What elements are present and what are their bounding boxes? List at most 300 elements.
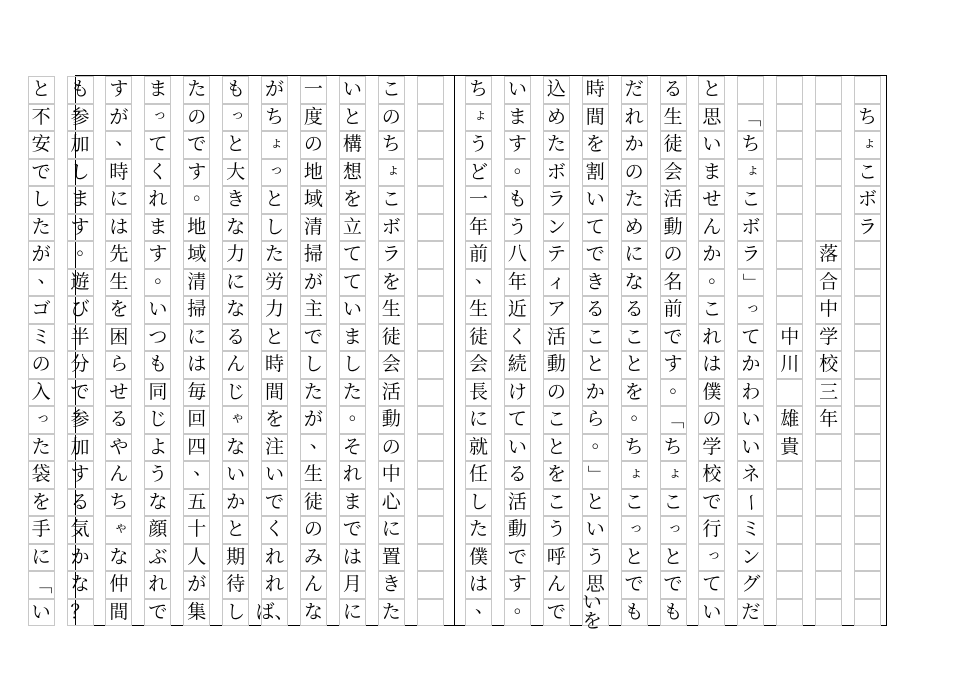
manuscript-char: ま (702, 160, 722, 183)
manuscript-column (300, 76, 327, 625)
grid-cell (660, 406, 687, 434)
grid-cell (144, 186, 171, 214)
grid-cell (300, 429, 329, 462)
grid-cell (183, 571, 210, 599)
grid-cell (67, 544, 94, 572)
grid-cell (737, 461, 764, 489)
grid-cell (183, 296, 210, 324)
manuscript-char: た (546, 133, 566, 156)
grid-cell (854, 599, 881, 627)
manuscript-char: と (624, 545, 644, 568)
grid-cell (105, 489, 132, 517)
manuscript-char: 置 (381, 545, 401, 568)
manuscript-char: 年 (507, 270, 527, 293)
manuscript-char: 校 (819, 353, 839, 376)
grid-cell (300, 379, 327, 407)
manuscript-char: ょ (668, 464, 683, 481)
grid-cell (543, 76, 570, 104)
grid-cell (815, 489, 842, 517)
grid-cell (621, 324, 648, 352)
manuscript-char: グ (741, 573, 761, 596)
grid-cell (621, 296, 648, 324)
grid-cell (28, 104, 55, 132)
manuscript-char: 人 (187, 545, 207, 568)
manuscript-char: の (31, 353, 51, 376)
manuscript-char: び (70, 298, 90, 321)
grid-cell (854, 269, 881, 297)
manuscript-char: 「 (662, 410, 685, 430)
manuscript-char: っ (269, 162, 284, 179)
manuscript-char: 。 (76, 237, 96, 260)
grid-cell (698, 186, 725, 214)
manuscript-char: いを (582, 591, 602, 633)
grid-cell (465, 296, 492, 324)
manuscript-char: し (70, 160, 90, 183)
grid-cell (776, 351, 803, 379)
manuscript-char: ま (342, 325, 362, 348)
manuscript-char: な (226, 215, 246, 238)
grid-cell (698, 104, 725, 132)
manuscript-column (854, 76, 881, 625)
grid-cell (105, 127, 135, 159)
grid-cell (465, 434, 492, 462)
manuscript-char: 。 (513, 154, 533, 177)
grid-cell (543, 159, 570, 187)
manuscript-char: も (70, 78, 90, 101)
grid-cell (144, 434, 171, 462)
grid-cell (417, 269, 444, 297)
manuscript-char: か (70, 545, 90, 568)
manuscript-char: た (31, 215, 51, 238)
grid-cell (261, 186, 288, 214)
manuscript-char: と (342, 105, 362, 128)
manuscript-char: て (702, 573, 722, 596)
manuscript-char: ょ (269, 134, 284, 151)
grid-cell (261, 214, 288, 242)
manuscript-char: ィ (546, 270, 566, 293)
manuscript-char: と (585, 353, 605, 376)
manuscript-char: 落 (819, 243, 839, 266)
manuscript-char: ン (741, 545, 761, 568)
manuscript-char: も (148, 353, 168, 376)
grid-cell (660, 269, 687, 297)
manuscript-char: く (265, 518, 285, 541)
grid-cell (417, 544, 444, 572)
grid-cell (660, 599, 687, 627)
grid-cell (815, 104, 842, 132)
manuscript-char: て (148, 133, 168, 156)
grid-cell (300, 351, 327, 379)
grid-cell (621, 516, 648, 544)
grid-cell (144, 516, 171, 544)
manuscript-char: 。 (348, 402, 368, 425)
grid-cell (222, 186, 249, 214)
manuscript-column (417, 76, 444, 625)
grid-cell (261, 516, 288, 544)
manuscript-char: 入 (31, 380, 51, 403)
grid-cell (417, 516, 444, 544)
grid-cell (543, 351, 570, 379)
manuscript-char: れ (148, 573, 168, 596)
grid-cell (504, 351, 531, 379)
manuscript-char: な (226, 298, 246, 321)
manuscript-char: っ (230, 107, 245, 124)
grid-cell (776, 131, 803, 159)
grid-cell (504, 461, 531, 489)
manuscript-char: な (109, 545, 129, 568)
manuscript-char: ら (585, 408, 605, 431)
grid-cell (621, 434, 648, 462)
manuscript-char: だ (741, 600, 761, 623)
manuscript-char: 袋 (31, 463, 51, 486)
manuscript-column (144, 76, 174, 625)
grid-cell (222, 214, 249, 242)
manuscript-char: っ (152, 107, 167, 124)
manuscript-char: い (342, 298, 362, 321)
grid-cell (144, 599, 171, 627)
manuscript-char: 間 (109, 600, 129, 623)
manuscript-char: 掃 (303, 243, 323, 266)
manuscript-char: 地 (303, 160, 323, 183)
grid-cell (105, 544, 132, 572)
grid-cell (339, 76, 366, 104)
grid-cell (144, 76, 171, 104)
manuscript-char: 前 (663, 298, 683, 321)
grid-cell (378, 296, 405, 324)
grid-cell (183, 516, 210, 544)
grid-cell (222, 599, 249, 627)
grid-cell (417, 324, 444, 352)
manuscript-char: を (109, 298, 129, 321)
grid-cell (815, 269, 842, 297)
manuscript-char: で (663, 325, 683, 348)
grid-cell (465, 159, 492, 187)
manuscript-char: ど (469, 160, 489, 183)
manuscript-char: 。 (513, 594, 533, 617)
manuscript-char: 就 (469, 435, 489, 458)
manuscript-char: 構 (342, 133, 362, 156)
grid-cell (582, 214, 609, 242)
grid-cell (465, 131, 492, 159)
grid-cell (144, 489, 171, 517)
manuscript-char: で (624, 573, 644, 596)
grid-cell (582, 324, 609, 352)
grid-cell (144, 296, 171, 324)
manuscript-char: 生 (381, 298, 401, 321)
manuscript-char: ぶ (148, 545, 168, 568)
manuscript-char: と (31, 78, 51, 101)
manuscript-char: ま (70, 188, 90, 211)
grid-cell (261, 434, 288, 462)
manuscript-char: は (109, 215, 129, 238)
manuscript-char: か (702, 243, 722, 266)
grid-cell (28, 264, 57, 297)
manuscript-char: 力 (226, 243, 246, 266)
manuscript-char: か (741, 353, 761, 376)
grid-cell (854, 461, 881, 489)
grid-cell (465, 379, 492, 407)
manuscript-char: し (469, 490, 489, 513)
grid-cell (144, 104, 171, 132)
grid-cell (854, 104, 881, 132)
grid-cell (183, 241, 210, 269)
grid-cell (378, 131, 405, 159)
manuscript-char: い (31, 600, 51, 623)
grid-cell (28, 544, 55, 572)
grid-cell (144, 461, 171, 489)
manuscript-char: こ (624, 325, 644, 348)
manuscript-char: ち (663, 435, 683, 458)
grid-cell (339, 296, 366, 324)
grid-cell (339, 489, 366, 517)
manuscript-char: 込 (546, 78, 566, 101)
manuscript-char: な (624, 270, 644, 293)
manuscript-char: こ (702, 298, 722, 321)
manuscript-char: 五 (187, 490, 207, 513)
grid-cell (582, 591, 609, 633)
manuscript-char: っ (36, 409, 51, 426)
manuscript-column (582, 76, 611, 633)
manuscript-char: い (342, 78, 362, 101)
grid-cell (67, 489, 94, 517)
grid-cell (815, 214, 842, 242)
manuscript-char: し (31, 188, 51, 211)
grid-cell (300, 516, 327, 544)
grid-cell (776, 599, 803, 627)
manuscript-char: が (187, 573, 207, 596)
grid-cell (465, 594, 495, 627)
manuscript-char: た (187, 78, 207, 101)
grid-cell (582, 186, 609, 214)
grid-cell (144, 544, 171, 572)
grid-cell (144, 379, 171, 407)
manuscript-char: 校 (702, 463, 722, 486)
grid-cell (815, 461, 842, 489)
manuscript-char: に (187, 325, 207, 348)
grid-cell (815, 131, 842, 159)
grid-cell (698, 264, 728, 297)
manuscript-char: 、 (115, 127, 135, 150)
manuscript-char: 徒 (381, 325, 401, 348)
grid-cell (543, 241, 570, 269)
manuscript-column (105, 76, 135, 625)
grid-cell (698, 379, 725, 407)
manuscript-char: に (109, 188, 129, 211)
grid-cell (300, 186, 327, 214)
manuscript-char: 動 (507, 518, 527, 541)
grid-cell (465, 104, 492, 132)
manuscript-char: 回 (187, 408, 207, 431)
manuscript-char: 活 (381, 380, 401, 403)
grid-cell (737, 571, 764, 599)
manuscript-char: 中 (381, 463, 401, 486)
manuscript-char: せ (702, 188, 722, 211)
grid-cell (815, 544, 842, 572)
manuscript-char: し (303, 353, 323, 376)
manuscript-char: 会 (663, 160, 683, 183)
grid-cell (67, 76, 94, 104)
grid-cell (543, 131, 570, 159)
grid-cell (417, 406, 444, 434)
manuscript-char: ょ (386, 162, 401, 179)
manuscript-char: は (342, 545, 362, 568)
manuscript-char: で (702, 490, 722, 513)
manuscript-char: 集 (187, 600, 207, 623)
grid-cell (621, 402, 650, 434)
manuscript-char: 、 (475, 594, 495, 617)
manuscript-char: ま (342, 490, 362, 513)
manuscript-char: ん (546, 573, 566, 596)
manuscript-char: ち (624, 435, 644, 458)
grid-cell (543, 406, 570, 434)
grid-cell (621, 104, 648, 132)
grid-cell (28, 434, 55, 462)
manuscript-char: 四 (187, 435, 207, 458)
manuscript-char: み (303, 545, 323, 568)
grid-cell (815, 76, 842, 104)
manuscript-column (255, 76, 294, 625)
manuscript-char: 動 (663, 215, 683, 238)
manuscript-char: の (702, 408, 722, 431)
grid-cell (300, 241, 327, 269)
manuscript-char: ん (109, 463, 129, 486)
grid-cell (504, 544, 531, 572)
grid-cell (300, 544, 327, 572)
grid-cell (698, 571, 725, 599)
grid-cell (28, 159, 55, 187)
grid-cell (698, 296, 725, 324)
grid-cell (183, 76, 210, 104)
manuscript-char: で (265, 490, 285, 513)
grid-cell (339, 434, 366, 462)
manuscript-char: ー (740, 492, 763, 512)
manuscript-char: 近 (507, 298, 527, 321)
grid-cell (504, 489, 531, 517)
grid-cell (465, 406, 492, 434)
manuscript-char: ょ (745, 162, 760, 179)
grid-cell (28, 296, 55, 324)
manuscript-char: 活 (507, 490, 527, 513)
grid-cell (183, 182, 213, 214)
grid-cell (660, 159, 687, 187)
manuscript-char: 活 (546, 325, 566, 348)
manuscript-column (660, 76, 687, 625)
grid-cell (378, 434, 405, 462)
grid-cell (582, 104, 609, 132)
manuscript-char: っ (706, 547, 721, 564)
manuscript-char: ば、 (255, 600, 294, 623)
manuscript-column (776, 76, 803, 625)
grid-cell (417, 159, 444, 187)
manuscript-char: 参 (70, 105, 90, 128)
manuscript-char: の (546, 380, 566, 403)
manuscript-char: 困 (109, 325, 129, 348)
grid-cell (28, 571, 55, 599)
grid-cell (144, 324, 171, 352)
manuscript-char: 、 (309, 429, 329, 452)
grid-cell (776, 434, 803, 462)
manuscript-char: 一 (469, 188, 489, 211)
grid-cell (504, 214, 531, 242)
manuscript-column (543, 76, 570, 625)
manuscript-char: 安 (31, 133, 51, 156)
grid-cell (815, 241, 842, 269)
grid-cell (776, 461, 803, 489)
manuscript-char: 徒 (303, 490, 323, 513)
grid-cell (737, 241, 764, 269)
manuscript-char: な (226, 435, 246, 458)
manuscript-char: 割 (585, 160, 605, 183)
manuscript-char: 任 (469, 463, 489, 486)
grid-cell (582, 159, 609, 187)
grid-cell (144, 571, 171, 599)
grid-cell (621, 214, 648, 242)
grid-cell (698, 516, 725, 544)
manuscript-char: 時 (585, 78, 605, 101)
manuscript-char: 行 (702, 518, 722, 541)
grid-cell (144, 214, 171, 242)
grid-cell (854, 351, 881, 379)
manuscript-char: っ (629, 519, 644, 536)
manuscript-char: っ (745, 299, 760, 316)
grid-cell (737, 351, 764, 379)
grid-cell (339, 571, 366, 599)
grid-cell (776, 269, 803, 297)
manuscript-char: 清 (303, 215, 323, 238)
grid-cell (582, 241, 609, 269)
grid-cell (698, 461, 725, 489)
manuscript-char: を (624, 380, 644, 403)
grid-cell (67, 571, 94, 599)
manuscript-char: 度 (303, 105, 323, 128)
manuscript-char: ん (303, 573, 323, 596)
grid-cell (28, 324, 55, 352)
manuscript-char: 。 (193, 182, 213, 205)
grid-cell (854, 241, 881, 269)
grid-cell (582, 131, 609, 159)
manuscript-char: う (148, 463, 168, 486)
manuscript-char: 月 (342, 573, 362, 596)
manuscript-char: す (507, 573, 527, 596)
manuscript-char: の (303, 518, 323, 541)
grid-cell (582, 351, 609, 379)
manuscript-char: 主 (303, 298, 323, 321)
manuscript-char: か (226, 490, 246, 513)
grid-cell (67, 104, 94, 132)
manuscript-char: で (546, 600, 566, 623)
grid-cell (67, 406, 94, 434)
manuscript-char: に (469, 408, 489, 431)
grid-cell (504, 516, 531, 544)
manuscript-char: て (342, 270, 362, 293)
grid-cell (339, 516, 366, 544)
manuscript-char: ラ (741, 243, 761, 266)
grid-cell (504, 434, 531, 462)
manuscript-char: で (187, 133, 207, 156)
grid-cell (582, 429, 611, 462)
manuscript-char: は (469, 573, 489, 596)
grid-cell (621, 544, 648, 572)
grid-cell (737, 296, 764, 324)
grid-cell (339, 131, 366, 159)
grid-cell (417, 104, 444, 132)
manuscript-char: 心 (381, 490, 401, 513)
grid-cell (504, 76, 531, 104)
grid-cell (504, 594, 533, 627)
grid-cell (621, 76, 648, 104)
grid-cell (737, 159, 764, 187)
grid-cell (222, 131, 249, 159)
